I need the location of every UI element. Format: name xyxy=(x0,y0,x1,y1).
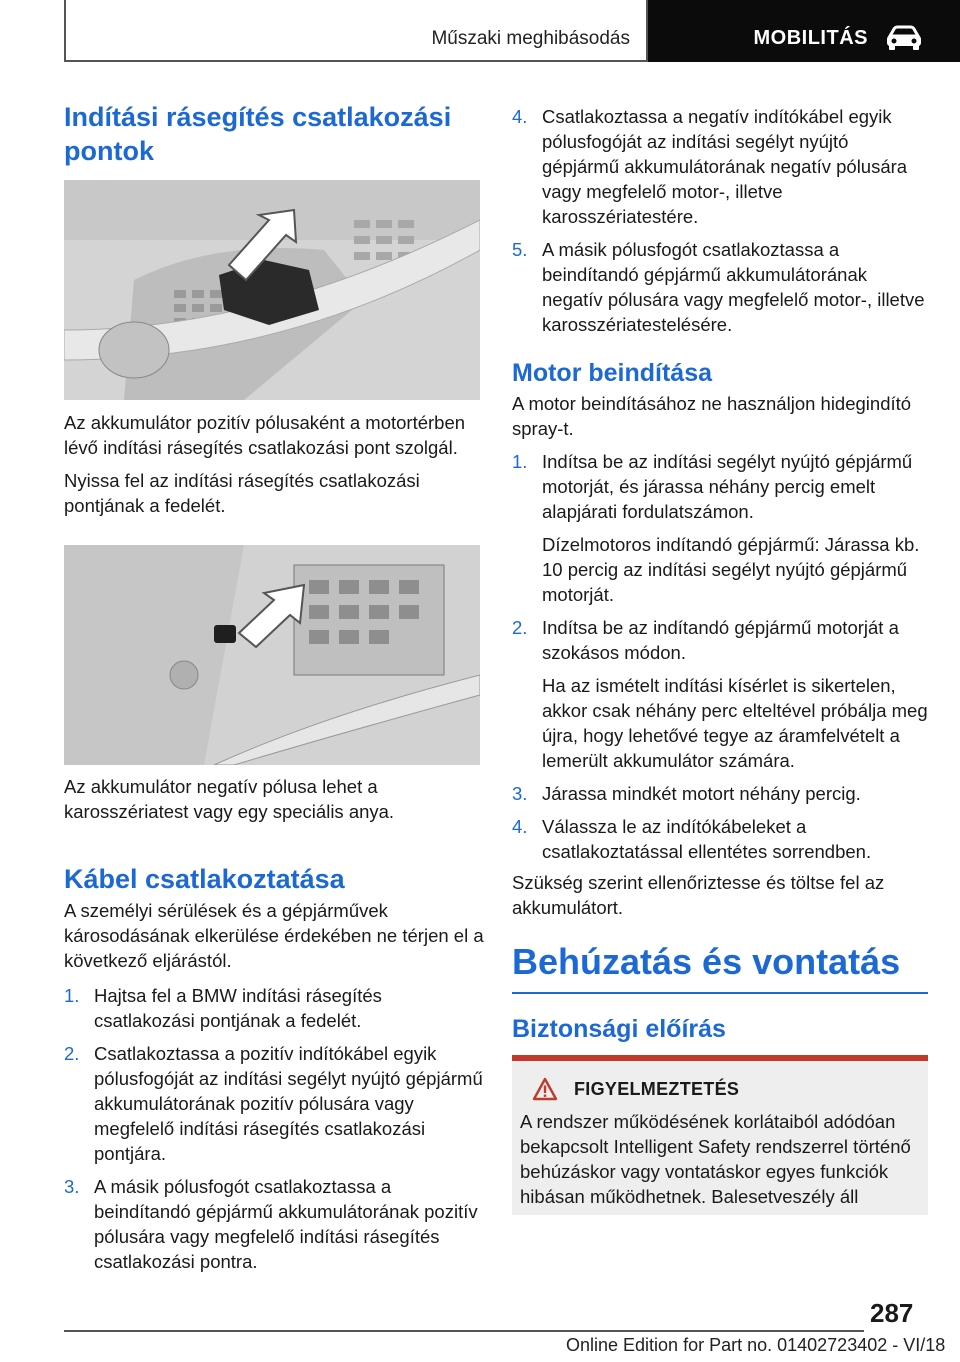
heading-rule xyxy=(512,992,928,994)
heading-safety: Biztonsági előírás xyxy=(512,1015,726,1043)
step-number: 2. xyxy=(64,1043,80,1064)
step-text: Válassza le az indítókábeleket a csatlakoztatással ellentétes sorrendben. xyxy=(542,816,872,862)
list-item xyxy=(64,1041,484,1166)
step-text: Indítsa be az indítandó gépjármű motorját a szokásos módon. xyxy=(542,617,899,663)
warning-box xyxy=(512,1055,928,1215)
list-item xyxy=(512,615,928,665)
heading-engine-start: Motor beindítása xyxy=(512,359,713,387)
paragraph-positive-terminal: Az akkumulátor pozitív pólusaként a motortérben lévő indítási rásegítés csatlakozási pont szolgál. xyxy=(64,412,466,458)
step-number: 5. xyxy=(512,239,528,260)
list-item xyxy=(64,1174,484,1274)
step-number: 4. xyxy=(512,106,528,127)
footer-rule xyxy=(64,1330,864,1332)
warning-text: A rendszer működésének korlátaiból adódóan bekapcsolt Intelligent Safety rendszerrel történő behúzáskor vagy vontatáskor egyes funkciók hibásan működhetnek. Balesetveszély áll xyxy=(520,1111,911,1207)
header-chapter-title: MOBILITÁS xyxy=(753,27,868,49)
step-text: Csatlakoztassa a pozitív indítókábel egyik pólusfogóját az indítási segélyt nyújtó gépjármű akkumulátorának pozitív pólusára vagy megfelelő indítási rásegítés csatlakozási pontjára. xyxy=(94,1043,483,1164)
warning-header xyxy=(520,1069,920,1109)
paragraph-procedure-intro: A személyi sérülések és a gépjárművek károsodásának elkerülése érdekében ne térjen el a következő eljárástól. xyxy=(64,900,484,971)
header-section-title: Műszaki meghibásodás xyxy=(431,28,630,49)
paragraph-check-battery: Szükség szerint ellenőriztesse és töltse fel az akkumulátort. xyxy=(512,872,885,918)
step-number: 2. xyxy=(512,617,528,638)
step-number: 3. xyxy=(64,1176,80,1197)
car-icon xyxy=(884,24,924,52)
list-item xyxy=(512,814,928,864)
step-note: Dízelmotoros indítandó gépjármű: Járassa kb. 10 percig az indítási segélyt nyújtó gépjármű motorját. xyxy=(542,534,920,605)
heading-jump-start-points: Indítási rásegítés csatlakozási pontok xyxy=(64,102,452,166)
step-text: Hajtsa fel a BMW indítási rásegítés csatlakozási pontjának a fedelét. xyxy=(94,985,382,1031)
step-text: A másik pólusfogót csatlakoztassa a beindítandó gépjármű akkumulátorának pozitív pólusára vagy megfelelő indítási rásegítés csatlakozási pontra. xyxy=(94,1176,478,1272)
step-text: Csatlakoztassa a negatív indítókábel egyik pólusfogóját az indítási segélyt nyújtó gépjármű akkumulátorának negatív pólusára vagy megfelelő motor-, illetve karosszériatestére. xyxy=(542,106,908,227)
step-number: 1. xyxy=(512,451,528,472)
warning-triangle-icon xyxy=(532,1077,558,1101)
list-item xyxy=(512,104,928,229)
header-section-box xyxy=(64,0,648,62)
step-text: Indítsa be az indítási segélyt nyújtó gépjármű motorját, és járassa néhány percig emelt alapjárati fordulatszámon. xyxy=(542,451,913,522)
header-chapter-box xyxy=(648,0,960,62)
paragraph-no-spray: A motor beindításához ne használjon hidegindító spray-t. xyxy=(512,393,912,439)
step-number: 4. xyxy=(512,816,528,837)
footer-edition: Online Edition for Part no. 01402723402 - VI/18 xyxy=(566,1335,946,1355)
heading-cable-connection: Kábel csatlakoztatása xyxy=(64,864,345,894)
list-item xyxy=(64,983,484,1033)
step-number: 3. xyxy=(512,783,528,804)
step-text: A másik pólusfogót csatlakoztassa a beindítandó gépjármű akkumulátorának negatív pólusára vagy megfelelő motor-, illetve karosszériatestelésére. xyxy=(542,239,925,335)
page-number: 287 xyxy=(870,1298,914,1328)
engine-bay-positive-photo xyxy=(64,180,480,400)
engine-bay-negative-photo xyxy=(64,545,480,765)
list-item xyxy=(512,781,928,806)
list-item xyxy=(512,237,928,337)
step-text: Járassa mindkét motort néhány percig. xyxy=(542,783,861,804)
step-note: Ha az ismételt indítási kísérlet is sikertelen, akkor csak néhány perc elteltével próbálja meg újra, hogy lehetővé tegye az áramfelvételt a lemerült akkumulátor számára. xyxy=(542,675,928,771)
step-number: 1. xyxy=(64,985,80,1006)
list-item xyxy=(512,449,928,524)
paragraph-negative-terminal: Az akkumulátor negatív pólusa lehet a karosszériatest vagy egy speciális anya. xyxy=(64,776,395,822)
heading-towing: Behúzatás és vontatás xyxy=(512,941,901,982)
paragraph-open-cover: Nyissa fel az indítási rásegítés csatlakozási pontjának a fedelét. xyxy=(64,470,420,516)
warning-title: FIGYELMEZTETÉS xyxy=(574,1078,740,1099)
